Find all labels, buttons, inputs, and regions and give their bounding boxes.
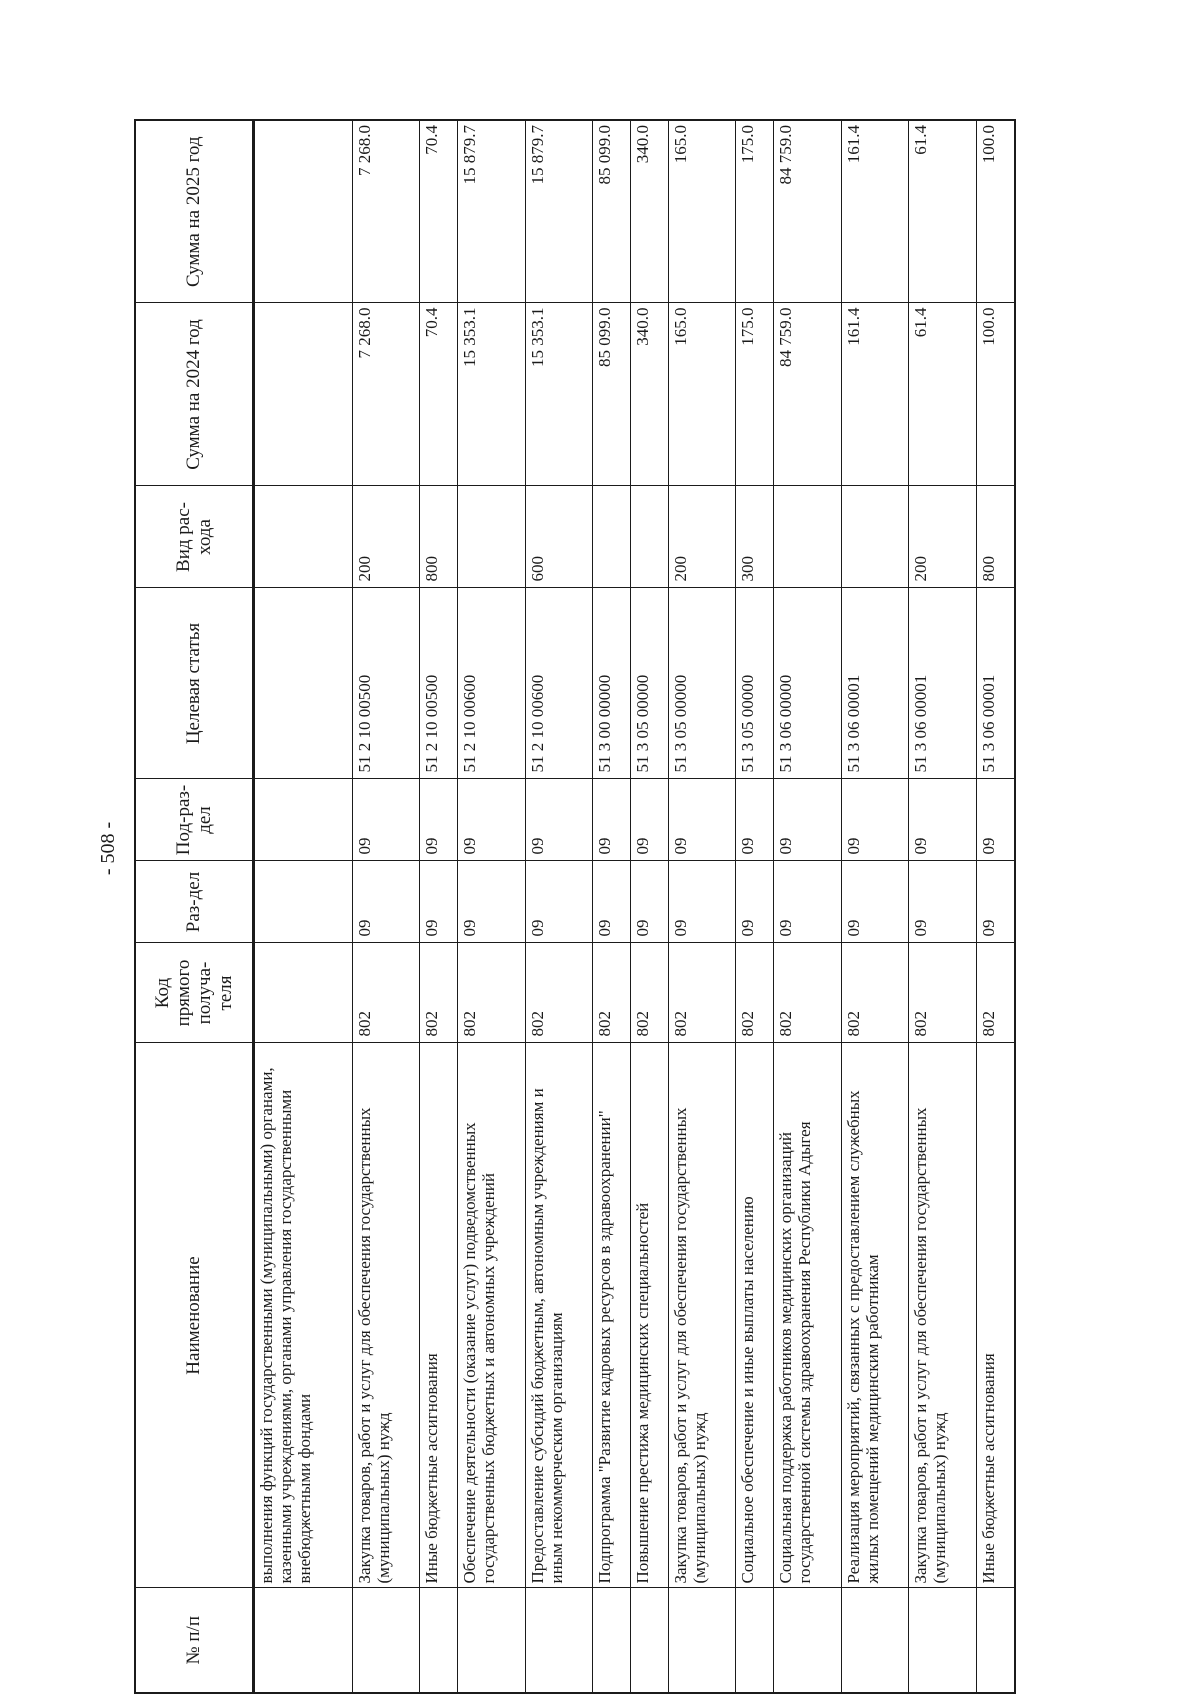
cell-name: Закупка товаров, работ и услуг для обеспечения государственных (муниципальных) нужд: [668, 1043, 736, 1588]
cell-num: [909, 1588, 977, 1693]
cell-sum-2025: 100.0: [976, 120, 1015, 303]
budget-table: [134, 119, 1016, 1694]
cell-subsection: 09: [630, 779, 668, 861]
cell-num: [420, 1588, 458, 1693]
cell-sum-2024: 15 353.1: [457, 303, 525, 486]
cell-recipient: 802: [457, 943, 525, 1043]
cell-expense: [774, 486, 842, 588]
cell-expense: [457, 486, 525, 588]
cell-num: [352, 1588, 420, 1693]
budget-table-rotated: [134, 121, 1016, 1694]
cell-name: Иные бюджетные ассигнования: [420, 1043, 458, 1588]
cell-sum-2025: 15 879.7: [457, 120, 525, 303]
header-num: № п/п: [135, 1588, 253, 1693]
cell-section: 09: [457, 861, 525, 943]
cell-sum-2024: 70.4: [420, 303, 458, 486]
cell-expense: 200: [352, 486, 420, 588]
cell-subsection: 09: [668, 779, 736, 861]
header-expense-type: Вид рас-хода: [135, 486, 253, 588]
cell-subsection: [253, 779, 352, 861]
cell-recipient: 802: [420, 943, 458, 1043]
cell-sum-2025: 70.4: [420, 120, 458, 303]
cell-sum-2024: 15 353.1: [525, 303, 593, 486]
header-subsection: Под-раз-дел: [135, 779, 253, 861]
cell-recipient: 802: [352, 943, 420, 1043]
cell-sum-2024: 340.0: [630, 303, 668, 486]
cell-expense: 300: [736, 486, 774, 588]
cell-sum-2025: 61.4: [909, 120, 977, 303]
table-header-row: [135, 120, 253, 1693]
cell-section: 09: [736, 861, 774, 943]
cell-sum-2025: [253, 120, 352, 303]
table-row: [525, 120, 593, 1693]
cell-subsection: 09: [593, 779, 631, 861]
cell-target: 51 3 06 00001: [909, 588, 977, 779]
cell-num: [976, 1588, 1015, 1693]
cell-sum-2024: 165.0: [668, 303, 736, 486]
cell-name: Предоставление субсидий бюджетным, автономным учреждениям и иным некоммерческим организациям: [525, 1043, 593, 1588]
cell-sum-2024: 175.0: [736, 303, 774, 486]
cell-sum-2024: 7 268.0: [352, 303, 420, 486]
cell-recipient: [253, 943, 352, 1043]
cell-section: 09: [841, 861, 909, 943]
cell-recipient: 802: [909, 943, 977, 1043]
cell-recipient: 802: [668, 943, 736, 1043]
cell-expense: 800: [420, 486, 458, 588]
cell-section: 09: [774, 861, 842, 943]
cell-expense: [630, 486, 668, 588]
table-row: [420, 120, 458, 1693]
cell-name: Социальная поддержка работников медицинских организаций государственной системы здравоохранения Республики Адыгея: [774, 1043, 842, 1588]
cell-target: 51 3 06 00001: [841, 588, 909, 779]
table-row: [457, 120, 525, 1693]
table-row: [630, 120, 668, 1693]
cell-section: [253, 861, 352, 943]
cell-target: 51 2 10 00500: [352, 588, 420, 779]
cell-recipient: 802: [736, 943, 774, 1043]
cell-sum-2025: 161.4: [841, 120, 909, 303]
cell-name: выполнения функций государственными (муниципальными) органами, казенными учреждениями, органами управления государственными внебюджетными фондами: [253, 1043, 352, 1588]
cell-name: Закупка товаров, работ и услуг для обеспечения государственных (муниципальных) нужд: [352, 1043, 420, 1588]
table-row: [774, 120, 842, 1693]
cell-num: [774, 1588, 842, 1693]
page-number-text: - 508 -: [97, 821, 120, 875]
header-sum-2025: Сумма на 2025 год: [135, 120, 253, 303]
cell-target: 51 3 00 00000: [593, 588, 631, 779]
cell-num: [841, 1588, 909, 1693]
cell-target: 51 3 05 00000: [736, 588, 774, 779]
cell-section: 09: [593, 861, 631, 943]
cell-expense: 800: [976, 486, 1015, 588]
cell-target: 51 3 05 00000: [630, 588, 668, 779]
cell-sum-2025: 340.0: [630, 120, 668, 303]
cell-num: [253, 1588, 352, 1693]
header-recipient-code: Код прямого получа-теля: [135, 943, 253, 1043]
cell-subsection: 09: [976, 779, 1015, 861]
cell-expense: [253, 486, 352, 588]
cell-recipient: 802: [841, 943, 909, 1043]
cell-sum-2024: 161.4: [841, 303, 909, 486]
cell-target: 51 2 10 00600: [525, 588, 593, 779]
cell-section: 09: [352, 861, 420, 943]
cell-sum-2025: 175.0: [736, 120, 774, 303]
cell-subsection: 09: [457, 779, 525, 861]
cell-target: [253, 588, 352, 779]
cell-section: 09: [976, 861, 1015, 943]
cell-expense: [593, 486, 631, 588]
table-row: [909, 120, 977, 1693]
cell-target: 51 2 10 00600: [457, 588, 525, 779]
cell-name: Подпрограмма "Развитие кадровых ресурсов в здравоохранении": [593, 1043, 631, 1588]
table-row: [352, 120, 420, 1693]
cell-name: Социальное обеспечение и иные выплаты населению: [736, 1043, 774, 1588]
cell-name: Иные бюджетные ассигнования: [976, 1043, 1015, 1588]
cell-sum-2025: 7 268.0: [352, 120, 420, 303]
cell-sum-2024: [253, 303, 352, 486]
cell-section: 09: [909, 861, 977, 943]
cell-section: 09: [668, 861, 736, 943]
cell-recipient: 802: [976, 943, 1015, 1043]
cell-num: [668, 1588, 736, 1693]
cell-subsection: 09: [736, 779, 774, 861]
table-row: [668, 120, 736, 1693]
cell-sum-2025: 165.0: [668, 120, 736, 303]
cell-subsection: 09: [909, 779, 977, 861]
cell-name: Повышение престижа медицинских специальностей: [630, 1043, 668, 1588]
header-sum-2024: Сумма на 2024 год: [135, 303, 253, 486]
cell-recipient: 802: [525, 943, 593, 1043]
cell-target: 51 3 06 00000: [774, 588, 842, 779]
table-row: [976, 120, 1015, 1693]
cell-section: 09: [525, 861, 593, 943]
cell-target: 51 2 10 00500: [420, 588, 458, 779]
cell-target: 51 3 06 00001: [976, 588, 1015, 779]
cell-recipient: 802: [774, 943, 842, 1043]
cell-expense: 600: [525, 486, 593, 588]
cell-section: 09: [630, 861, 668, 943]
cell-sum-2025: 85 099.0: [593, 120, 631, 303]
cell-name: Реализация мероприятий, связанных с предоставлением служебных жилых помещений медицинским работникам: [841, 1043, 909, 1588]
table-row: [593, 120, 631, 1693]
cell-sum-2025: 84 759.0: [774, 120, 842, 303]
table-row: [736, 120, 774, 1693]
table-row: [841, 120, 909, 1693]
cell-subsection: 09: [420, 779, 458, 861]
page-number: [89, 798, 129, 898]
header-target-article: Целевая статья: [135, 588, 253, 779]
cell-sum-2025: 15 879.7: [525, 120, 593, 303]
cell-subsection: 09: [841, 779, 909, 861]
cell-sum-2024: 100.0: [976, 303, 1015, 486]
cell-subsection: 09: [352, 779, 420, 861]
cell-name: Закупка товаров, работ и услуг для обеспечения государственных (муниципальных) нужд: [909, 1043, 977, 1588]
cell-section: 09: [420, 861, 458, 943]
cell-recipient: 802: [630, 943, 668, 1043]
cell-expense: 200: [668, 486, 736, 588]
cell-recipient: 802: [593, 943, 631, 1043]
cell-expense: [841, 486, 909, 588]
cell-target: 51 3 05 00000: [668, 588, 736, 779]
cell-subsection: 09: [525, 779, 593, 861]
cell-num: [457, 1588, 525, 1693]
header-name: Наименование: [135, 1043, 253, 1588]
cell-num: [525, 1588, 593, 1693]
cell-name: Обеспечение деятельности (оказание услуг) подведомственных государственных бюджетных и автономных учреждений: [457, 1043, 525, 1588]
cell-sum-2024: 84 759.0: [774, 303, 842, 486]
header-section: Раз-дел: [135, 861, 253, 943]
cell-sum-2024: 85 099.0: [593, 303, 631, 486]
cell-num: [736, 1588, 774, 1693]
cell-subsection: 09: [774, 779, 842, 861]
table-row: [253, 120, 352, 1693]
cell-expense: 200: [909, 486, 977, 588]
cell-sum-2024: 61.4: [909, 303, 977, 486]
cell-num: [630, 1588, 668, 1693]
cell-num: [593, 1588, 631, 1693]
